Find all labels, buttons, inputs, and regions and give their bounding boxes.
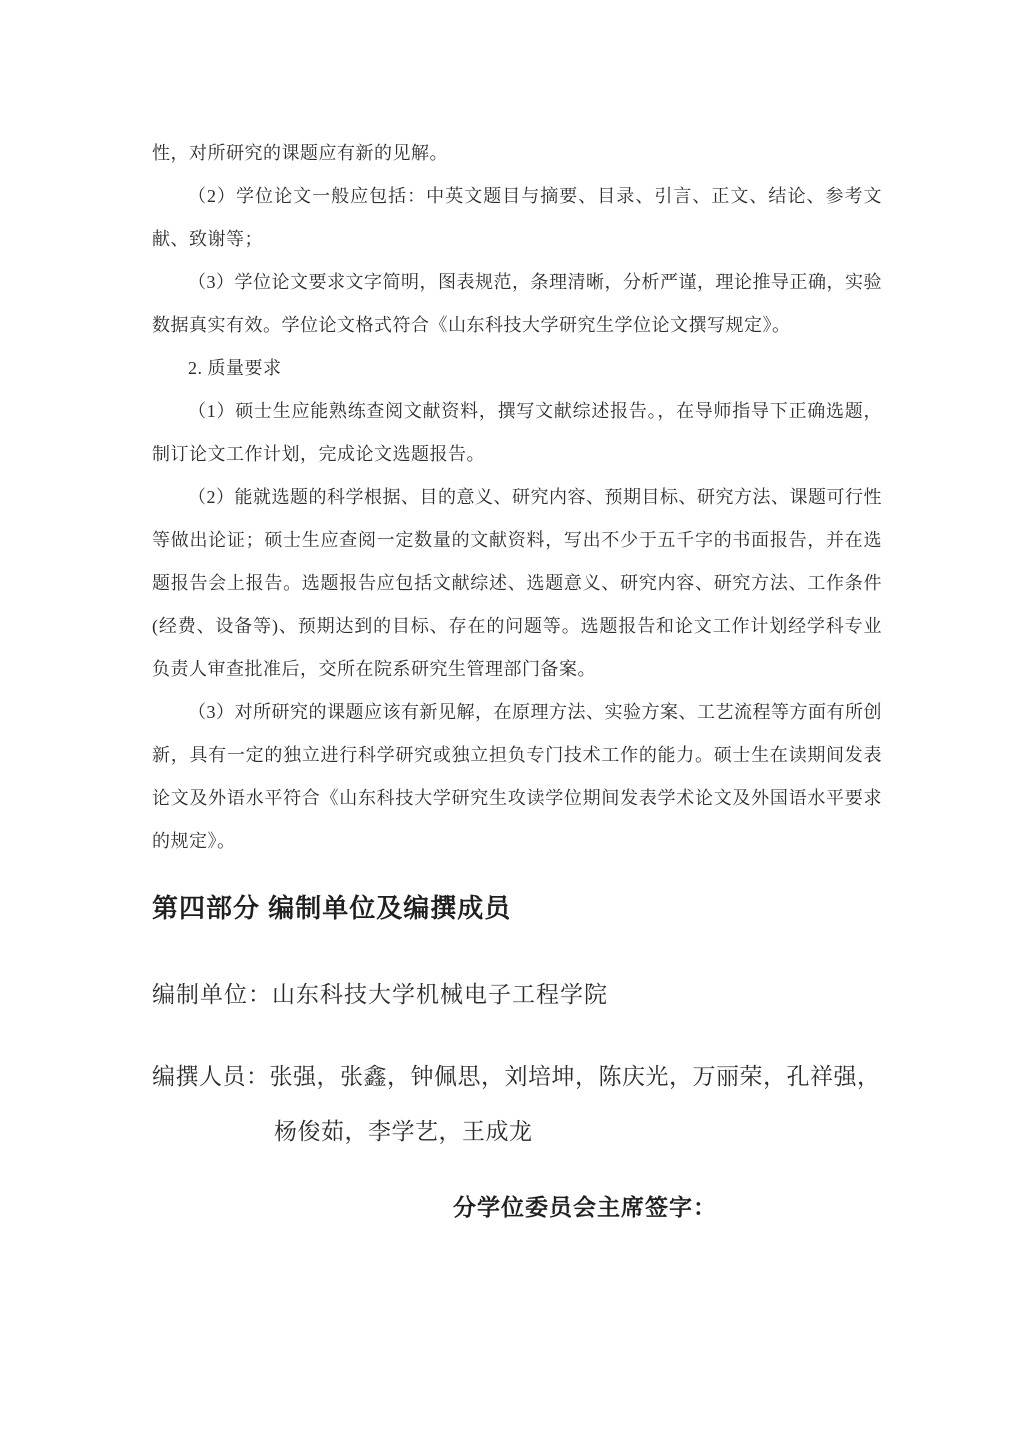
paragraph-quality-item-3: （3）对所研究的课题应该有新见解，在原理方法、实验方案、工艺流程等方面有所创新，具有一定的独立进行科学研究或独立担负专门技术工作的能力。硕士生在读期间发表论文及外语水平符合《山东科技大学研究生攻读学位期间发表学术论文及外国语水平要求的规定》。 [152, 702, 882, 851]
signature-line: 分学位委员会主席签字： [453, 1195, 717, 1220]
paragraph-thesis-format: （3）学位论文要求文字简明，图表规范，条理清晰，分析严谨，理论推导正确，实验数据真实有效。学位论文格式符合《山东科技大学研究生学位论文撰写规定》。 [152, 272, 882, 335]
compilers-label: 编撰人员： [152, 1064, 270, 1089]
compiling-unit-line [152, 978, 882, 1012]
subheading-quality-requirements: 2. 质量要求 [188, 358, 282, 378]
compiling-unit-label: 编制单位： [152, 982, 272, 1007]
compilers-line-1 [152, 1060, 882, 1094]
section-heading: 第四部分 编制单位及编撰成员 [152, 893, 512, 923]
compilers-names-1: 张强，张鑫，钟佩思，刘培坤，陈庆光，万丽荣，孔祥强， [269, 1064, 881, 1089]
compilers-block [152, 1060, 882, 1149]
page-content [152, 132, 882, 1225]
paragraph-quality-item-1: （1）硕士生应能熟练查阅文献资料，撰写文献综述报告。，在导师指导下正确选题，制订论文工作计划，完成论文选题报告。 [152, 401, 882, 464]
paragraph-quality-item-2: （2）能就选题的科学根据、目的意义、研究内容、预期目标、研究方法、课题可行性等做出论证；硕士生应查阅一定数量的文献资料，写出不少于五千字的书面报告，并在选题报告会上报告。选题报告应包括文献综述、选题意义、研究内容、研究方法、工作条件 (经费、设备等)、预期达到的目标、存在的问题等。选题报告和论文工作计划经学科专业负责人审查批准后，交所在院系研究生管理部门备案。 [152, 487, 882, 679]
paragraph-thesis-contents: （2）学位论文一般应包括：中英文题目与摘要、目录、引言、正文、结论、参考文献、致谢等； [152, 186, 882, 249]
compiling-unit-value: 山东科技大学机械电子工程学院 [272, 982, 608, 1007]
compilers-names-2: 杨俊茹，李学艺，王成龙 [274, 1119, 533, 1144]
paragraph-continuation: 性，对所研究的课题应有新的见解。 [152, 143, 448, 163]
